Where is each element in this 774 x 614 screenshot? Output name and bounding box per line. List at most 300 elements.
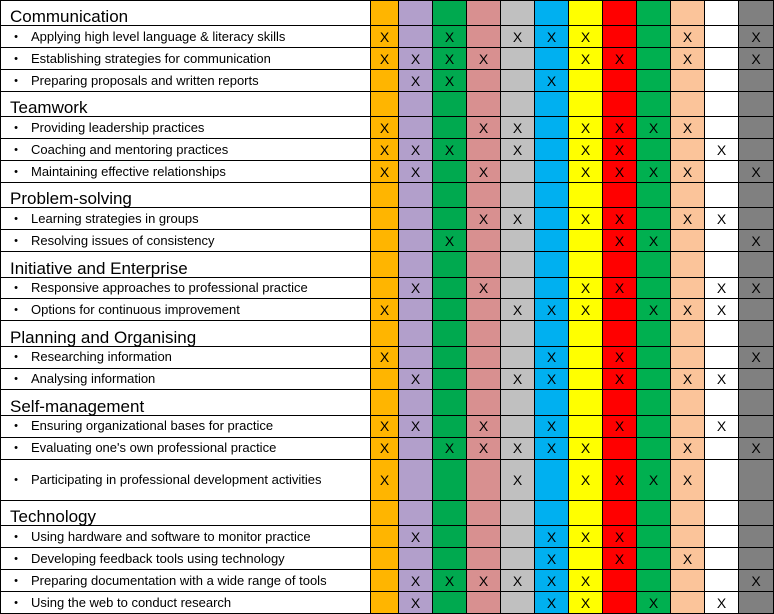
x-mark: X [379, 141, 390, 158]
mark-cell [433, 208, 467, 230]
mark-cell [603, 208, 637, 230]
mark-cell [603, 570, 637, 592]
x-mark: X [512, 471, 523, 488]
mark-cell [433, 277, 467, 299]
color-cell [603, 1, 637, 26]
mark-cell [569, 208, 603, 230]
skill-label: Preparing documentation with a wide range of tools [31, 572, 327, 588]
x-mark: X [682, 301, 693, 318]
x-mark: X [410, 72, 421, 89]
x-mark: X [379, 163, 390, 180]
x-mark: X [546, 594, 557, 611]
color-cell [371, 501, 399, 526]
mark-cell [603, 415, 637, 437]
mark-cell [569, 48, 603, 70]
x-mark: X [580, 210, 591, 227]
color-cell [467, 501, 501, 526]
mark-cell [467, 230, 501, 252]
mark-cell [739, 570, 774, 592]
mark-cell [501, 26, 535, 48]
mark-cell [535, 161, 569, 183]
color-cell [705, 183, 739, 208]
mark-cell [603, 161, 637, 183]
mark-cell [399, 208, 433, 230]
bullet-icon: • [14, 303, 18, 316]
mark-cell [569, 570, 603, 592]
mark-cell [535, 70, 569, 92]
mark-cell [501, 526, 535, 548]
skill-label: Providing leadership practices [31, 119, 205, 135]
mark-cell [399, 26, 433, 48]
mark-cell [671, 70, 705, 92]
mark-cell [535, 117, 569, 139]
color-cell [739, 501, 774, 526]
mark-cell [535, 570, 569, 592]
x-mark: X [546, 418, 557, 435]
mark-cell [569, 277, 603, 299]
color-cell [535, 390, 569, 415]
color-cell [371, 92, 399, 117]
color-cell [371, 390, 399, 415]
mark-cell [739, 592, 774, 614]
skill-label-cell [1, 208, 371, 230]
x-mark: X [379, 471, 390, 488]
mark-cell [399, 415, 433, 437]
mark-cell [603, 548, 637, 570]
mark-cell [569, 526, 603, 548]
x-mark: X [614, 163, 625, 180]
x-mark: X [546, 301, 557, 318]
mark-cell [671, 230, 705, 252]
mark-cell [371, 161, 399, 183]
mark-cell [433, 117, 467, 139]
mark-cell [433, 230, 467, 252]
mark-cell [535, 26, 569, 48]
skill-label: Applying high level language & literacy skills [31, 28, 286, 44]
mark-cell [399, 437, 433, 459]
skill-label-cell [1, 70, 371, 92]
x-mark: X [444, 572, 455, 589]
skill-label: Learning strategies in groups [31, 210, 199, 226]
x-mark: X [546, 72, 557, 89]
x-mark: X [614, 370, 625, 387]
mark-cell [603, 139, 637, 161]
x-mark: X [614, 550, 625, 567]
x-mark: X [682, 119, 693, 136]
mark-cell [637, 161, 671, 183]
color-cell [501, 501, 535, 526]
mark-cell [739, 437, 774, 459]
mark-cell [671, 299, 705, 321]
skill-row [1, 48, 774, 70]
mark-cell [399, 592, 433, 614]
mark-cell [705, 277, 739, 299]
mark-cell [501, 117, 535, 139]
mark-cell [433, 526, 467, 548]
x-mark: X [512, 572, 523, 589]
mark-cell [535, 277, 569, 299]
x-mark: X [751, 572, 761, 589]
mark-cell [399, 526, 433, 548]
mark-cell [371, 48, 399, 70]
mark-cell [371, 139, 399, 161]
mark-cell [603, 346, 637, 368]
x-mark: X [614, 279, 625, 296]
skill-row [1, 208, 774, 230]
x-mark: X [614, 119, 625, 136]
mark-cell [535, 459, 569, 500]
mark-cell [399, 230, 433, 252]
color-cell [671, 92, 705, 117]
color-cell [535, 252, 569, 277]
mark-cell [603, 299, 637, 321]
skill-label-cell [1, 117, 371, 139]
mark-cell [371, 526, 399, 548]
x-mark: X [379, 50, 390, 67]
mark-cell [603, 117, 637, 139]
mark-cell [569, 437, 603, 459]
skill-label-cell [1, 459, 371, 500]
mark-cell [603, 277, 637, 299]
color-cell [371, 183, 399, 208]
mark-cell [371, 299, 399, 321]
section-header-row [1, 321, 774, 346]
skill-label: Using the web to conduct research [31, 594, 232, 610]
color-cell [535, 501, 569, 526]
color-cell [705, 252, 739, 277]
section-header-row [1, 92, 774, 117]
skill-row [1, 139, 774, 161]
mark-cell [371, 459, 399, 500]
x-mark: X [444, 232, 455, 249]
x-mark: X [410, 141, 421, 158]
mark-cell [603, 592, 637, 614]
mark-cell [467, 592, 501, 614]
mark-cell [671, 459, 705, 500]
skill-row [1, 570, 774, 592]
mark-cell [433, 459, 467, 500]
skill-label-cell [1, 139, 371, 161]
mark-cell [399, 299, 433, 321]
mark-cell [569, 26, 603, 48]
color-cell [501, 183, 535, 208]
mark-cell [501, 299, 535, 321]
color-cell [399, 501, 433, 526]
section-title: Technology [1, 501, 371, 526]
x-mark: X [614, 418, 625, 435]
mark-cell [637, 592, 671, 614]
skill-label-cell [1, 277, 371, 299]
x-mark: X [410, 163, 421, 180]
skill-label: Ensuring organizational bases for practice [31, 418, 274, 434]
x-mark: X [751, 232, 761, 249]
color-cell [535, 183, 569, 208]
skill-label-cell [1, 570, 371, 592]
color-cell [399, 252, 433, 277]
mark-cell [739, 230, 774, 252]
mark-cell [399, 570, 433, 592]
skill-label-cell [1, 368, 371, 390]
mark-cell [569, 117, 603, 139]
color-cell [467, 183, 501, 208]
x-mark: X [512, 119, 523, 136]
mark-cell [501, 70, 535, 92]
mark-cell [671, 437, 705, 459]
mark-cell [569, 230, 603, 252]
x-mark: X [682, 50, 693, 67]
mark-cell [739, 70, 774, 92]
skill-row [1, 548, 774, 570]
mark-cell [535, 48, 569, 70]
mark-cell [569, 368, 603, 390]
mark-cell [501, 161, 535, 183]
color-cell [433, 252, 467, 277]
x-mark: X [546, 572, 557, 589]
skill-row [1, 117, 774, 139]
mark-cell [739, 299, 774, 321]
color-cell [671, 501, 705, 526]
mark-cell [371, 70, 399, 92]
mark-cell [671, 139, 705, 161]
mark-cell [739, 161, 774, 183]
mark-cell [637, 570, 671, 592]
color-cell [399, 390, 433, 415]
mark-cell [637, 437, 671, 459]
color-cell [705, 92, 739, 117]
x-mark: X [444, 28, 455, 45]
mark-cell [399, 161, 433, 183]
mark-cell [603, 526, 637, 548]
mark-cell [671, 346, 705, 368]
mark-cell [371, 230, 399, 252]
x-mark: X [580, 594, 591, 611]
mark-cell [467, 208, 501, 230]
x-mark: X [751, 50, 761, 67]
x-mark: X [410, 418, 421, 435]
mark-cell [467, 117, 501, 139]
mark-cell [637, 299, 671, 321]
skill-label-cell [1, 548, 371, 570]
color-cell [739, 252, 774, 277]
x-mark: X [648, 594, 659, 611]
color-cell [501, 321, 535, 346]
mark-cell [671, 415, 705, 437]
mark-cell [433, 437, 467, 459]
mark-cell [501, 277, 535, 299]
mark-cell [671, 161, 705, 183]
mark-cell [569, 70, 603, 92]
skill-label: Evaluating one's own professional practice [31, 440, 277, 456]
color-cell [467, 92, 501, 117]
mark-cell [705, 592, 739, 614]
color-cell [399, 183, 433, 208]
bullet-icon: • [14, 596, 18, 609]
x-mark: X [716, 279, 727, 296]
x-mark: X [580, 28, 591, 45]
skill-row [1, 70, 774, 92]
mark-cell [467, 415, 501, 437]
mark-cell [433, 570, 467, 592]
skill-row [1, 346, 774, 368]
x-mark: X [682, 550, 693, 567]
mark-cell [569, 299, 603, 321]
mark-cell [705, 570, 739, 592]
bullet-icon: • [14, 143, 18, 156]
mark-cell [467, 48, 501, 70]
x-mark: X [580, 440, 591, 457]
bullet-icon: • [14, 574, 18, 587]
mark-cell [535, 437, 569, 459]
x-mark: X [512, 301, 523, 318]
skill-row [1, 161, 774, 183]
skill-row [1, 230, 774, 252]
x-mark: X [648, 232, 659, 249]
mark-cell [467, 548, 501, 570]
mark-cell [739, 208, 774, 230]
color-cell [569, 92, 603, 117]
mark-cell [501, 48, 535, 70]
color-cell [467, 1, 501, 26]
mark-cell [603, 230, 637, 252]
skill-label: Maintaining effective relationships [31, 163, 226, 179]
mark-cell [467, 570, 501, 592]
mark-cell [739, 277, 774, 299]
mark-cell [739, 548, 774, 570]
skill-label: Using hardware and software to monitor practice [31, 528, 311, 544]
bullet-icon: • [14, 212, 18, 225]
mark-cell [535, 548, 569, 570]
x-mark: X [379, 440, 390, 457]
mark-cell [637, 415, 671, 437]
skill-label-cell [1, 161, 371, 183]
mark-cell [603, 26, 637, 48]
x-mark: X [580, 471, 591, 488]
color-cell [371, 1, 399, 26]
skill-row [1, 592, 774, 614]
color-cell [433, 92, 467, 117]
x-mark: X [379, 28, 390, 45]
section-header-row [1, 183, 774, 208]
color-cell [569, 183, 603, 208]
mark-cell [371, 415, 399, 437]
color-cell [467, 390, 501, 415]
section-title: Communication [1, 1, 371, 26]
x-mark: X [716, 301, 727, 318]
skill-label: Analysing information [31, 370, 156, 386]
color-cell [637, 252, 671, 277]
skill-row [1, 415, 774, 437]
mark-cell [637, 277, 671, 299]
x-mark: X [580, 141, 591, 158]
mark-cell [433, 139, 467, 161]
bullet-icon: • [14, 234, 18, 247]
mark-cell [637, 459, 671, 500]
mark-cell [467, 526, 501, 548]
color-cell [637, 390, 671, 415]
color-cell [603, 390, 637, 415]
mark-cell [467, 139, 501, 161]
mark-cell [399, 459, 433, 500]
x-mark: X [648, 471, 659, 488]
bullet-icon: • [14, 281, 18, 294]
mark-cell [501, 346, 535, 368]
x-mark: X [648, 119, 659, 136]
x-mark: X [478, 440, 489, 457]
skill-row [1, 526, 774, 548]
color-cell [535, 321, 569, 346]
x-mark: X [410, 279, 421, 296]
bullet-icon: • [14, 165, 18, 178]
color-cell [739, 390, 774, 415]
color-cell [705, 1, 739, 26]
color-cell [671, 1, 705, 26]
skill-row [1, 459, 774, 500]
mark-cell [739, 48, 774, 70]
mark-cell [705, 548, 739, 570]
mark-cell [501, 368, 535, 390]
color-cell [399, 92, 433, 117]
x-mark: X [682, 370, 693, 387]
color-cell [739, 92, 774, 117]
x-mark: X [614, 50, 625, 67]
section-title: Self-management [1, 390, 371, 415]
color-cell [569, 501, 603, 526]
skill-label: Participating in professional development activities [31, 471, 322, 487]
mark-cell [467, 26, 501, 48]
section-title: Planning and Organising [1, 321, 371, 346]
color-cell [569, 321, 603, 346]
mark-cell [467, 368, 501, 390]
bullet-icon: • [14, 351, 18, 364]
skills-matrix-body [1, 1, 774, 614]
bullet-icon: • [14, 30, 18, 43]
x-mark: X [478, 572, 489, 589]
mark-cell [739, 26, 774, 48]
mark-cell [637, 26, 671, 48]
mark-cell [501, 459, 535, 500]
mark-cell [433, 548, 467, 570]
mark-cell [433, 299, 467, 321]
mark-cell [501, 592, 535, 614]
mark-cell [467, 437, 501, 459]
x-mark: X [716, 370, 727, 387]
x-mark: X [478, 119, 489, 136]
mark-cell [671, 592, 705, 614]
x-mark: X [478, 50, 489, 67]
section-header-row [1, 1, 774, 26]
color-cell [569, 1, 603, 26]
mark-cell [739, 459, 774, 500]
x-mark: X [716, 210, 727, 227]
mark-cell [705, 161, 739, 183]
x-mark: X [580, 528, 591, 545]
mark-cell [467, 459, 501, 500]
x-mark: X [751, 163, 761, 180]
x-mark: X [580, 163, 591, 180]
mark-cell [705, 368, 739, 390]
x-mark: X [379, 119, 390, 136]
mark-cell [535, 592, 569, 614]
mark-cell [705, 230, 739, 252]
x-mark: X [614, 349, 625, 366]
mark-cell [399, 368, 433, 390]
mark-cell [671, 368, 705, 390]
x-mark: X [410, 370, 421, 387]
mark-cell [433, 48, 467, 70]
x-mark: X [614, 210, 625, 227]
x-mark: X [614, 471, 625, 488]
mark-cell [705, 139, 739, 161]
